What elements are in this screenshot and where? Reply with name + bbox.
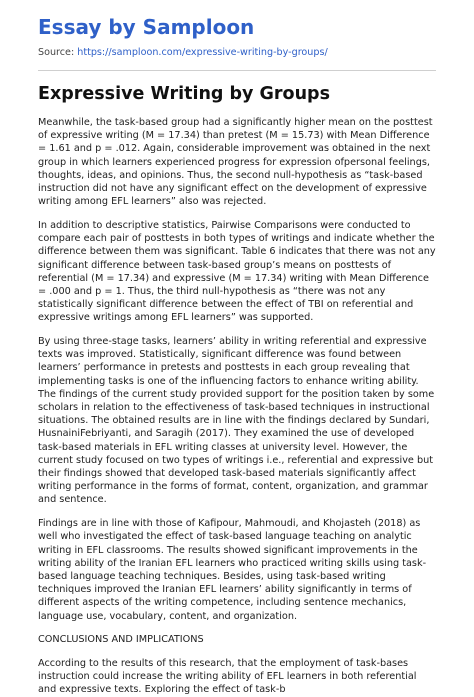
paragraph-1: Meanwhile, the task-based group had a significantly higher mean on the posttest of expressive writing (M = 17.34) than pretest (M = 15.73) with Mean Difference = 1.61 and p = .012. Again, considerable improvement was obtained in the next group in which learners experienced progress for expression ofpersonal feelings, thoughts, ideas, and opinions. Thus, the second null-hypothesis as “task-based instruction did not have any significant effect on the development of expressive writing among EFL learners” also was rejected.: [38, 117, 433, 208]
paragraph-3: By using three-stage tasks, learners’ ability in writing referential and expressive texts was improved. Statistically, significant difference was found between learners’ performance in pretests and posttests in each group revealing that implementing tasks is one of the influencing factors to enhance writing ability. The findings of the current study provided support for the position taken by some scholars in relation to the effectiveness of task-based techniques in instructional situations. The obtained results are in line with the findings declared by Sundari, HusnainiFebriyanti, and Saragih (2017). They examined the use of developed task-based materials in EFL writing classes at university level. However, the current study focused on two types of writings i.e., referential and expressive but their findings showed that developed task-based materials significantly affect writing performance in the forms of format, content, organization, and grammar and sentence.: [38, 336, 435, 506]
essay-title: Expressive Writing by Groups: [38, 84, 330, 104]
header-divider: [38, 70, 436, 71]
source-line: [38, 46, 436, 59]
source-link[interactable]: https://samploon.com/expressive-writing-by-groups/: [77, 47, 328, 58]
paragraph-4: Findings are in line with those of Kafipour, Mahmoudi, and Khojasteh (2018) as well who investigated the effect of task-based language teaching on analytic writing in EFL classrooms. The results showed significant improvements in the writing ability of the Iranian EFL learners who practiced writing skills using task-based language teaching techniques. Besides, using task-based writing techniques improved the Iranian EFL learners’ ability significantly in terms of different aspects of the writing competence, including sentence mechanics, language use, vocabulary, content, and organization.: [38, 518, 427, 622]
paragraph-5: According to the results of this research, that the employment of task-bases instruction could increase the writing ability of EFL learners in both referential and expressive texts. Exploring the effect of task-b: [38, 658, 417, 696]
section-heading: CONCLUSIONS AND IMPLICATIONS: [38, 634, 204, 646]
brand-title: Essay by Samploon: [38, 15, 255, 39]
paragraph-2: In addition to descriptive statistics, Pairwise Comparisons were conducted to compare each pair of posttests in both types of writings and indicate whether the difference between them was significant. Table 6 indicates that there was not any significant difference between task-based group’s means on posttests of referential (M = 17.34) and expressive (M = 17.34) writing with Mean Difference = .000 and p = 1. Thus, the third null-hypothesis as “there was not any statistically significant difference between the effect of TBI on referential and expressive writings among EFL learners” was supported.: [38, 219, 436, 324]
source-label: Source:: [38, 47, 78, 58]
